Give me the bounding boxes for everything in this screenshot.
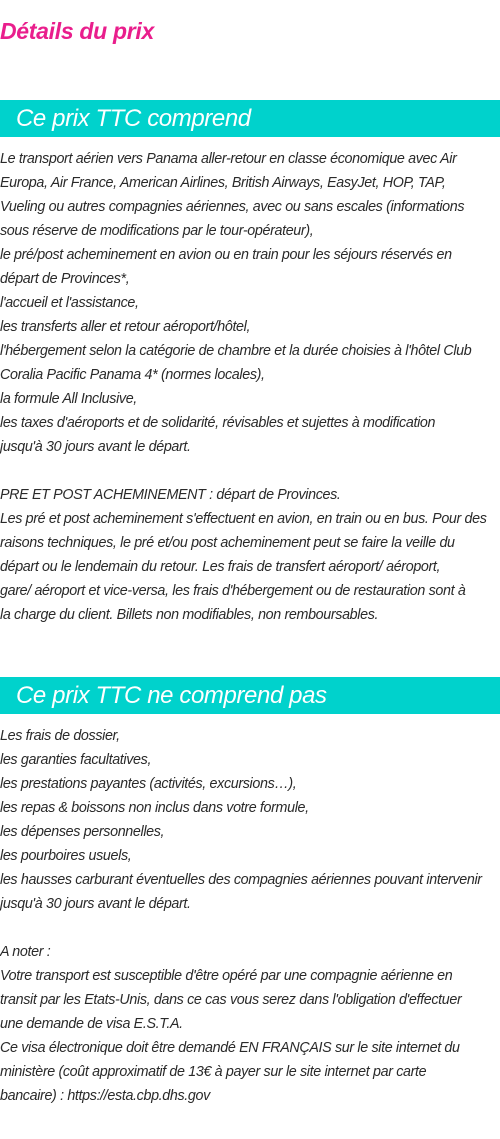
included-line: l'hébergement selon la catégorie de chambre et la durée choisies à l'hôtel Club xyxy=(0,343,472,359)
page-title: Détails du prix xyxy=(0,18,154,44)
included-line: sous réserve de modifications par le tour-opérateur), xyxy=(0,223,314,239)
note-line: une demande de visa E.S.T.A. xyxy=(0,1016,183,1032)
excluded-line: les hausses carburant éventuelles des compagnies aériennes pouvant intervenir xyxy=(0,872,482,888)
excluded-line: jusqu'à 30 jours avant le départ. xyxy=(0,896,191,912)
included-line: jusqu'à 30 jours avant le départ. xyxy=(0,439,191,455)
note-line: ministère (coût approximatif de 13€ à payer sur le site internet par carte xyxy=(0,1064,427,1080)
blank-line xyxy=(0,916,500,940)
included-line: Vueling ou autres compagnies aériennes, avec ou sans escales (informations xyxy=(0,199,465,215)
excluded-line: les pourboires usuels, xyxy=(0,848,132,864)
included-line: les taxes d'aéroports et de solidarité, révisables et sujettes à modification xyxy=(0,415,436,431)
included-line: l'accueil et l'assistance, xyxy=(0,295,139,311)
excluded-line: les prestations payantes (activités, excursions…), xyxy=(0,776,297,792)
included-line: les transferts aller et retour aéroport/hôtel, xyxy=(0,319,251,335)
excluded-details xyxy=(0,724,500,1108)
included-line: départ de Provinces*, xyxy=(0,271,130,287)
note-line: Votre transport est susceptible d'être opéré par une compagnie aérienne en xyxy=(0,968,453,984)
included-section-header xyxy=(0,100,500,137)
excluded-line: les garanties facultatives, xyxy=(0,752,152,768)
included-line: Le transport aérien vers Panama aller-retour en classe économique avec Air xyxy=(0,151,457,167)
note-line: transit par les Etats-Unis, dans ce cas vous serez dans l'obligation d'effectuer xyxy=(0,992,462,1008)
excluded-line: Les frais de dossier, xyxy=(0,728,120,744)
esta-link-line: bancaire) : https://esta.cbp.dhs.gov xyxy=(0,1088,210,1104)
included-line: gare/ aéroport et vice-versa, les frais d'hébergement ou de restauration sont à xyxy=(0,583,466,599)
note-heading: A noter : xyxy=(0,944,51,960)
included-line: Europa, Air France, American Airlines, British Airways, EasyJet, HOP, TAP, xyxy=(0,175,446,191)
excluded-line: les dépenses personnelles, xyxy=(0,824,165,840)
included-line: la formule All Inclusive, xyxy=(0,391,137,407)
included-line: Les pré et post acheminement s'effectuent en avion, en train ou en bus. Pour des xyxy=(0,511,487,527)
included-line: raisons techniques, le pré et/ou post acheminement peut se faire la veille du xyxy=(0,535,455,551)
included-line: le pré/post acheminement en avion ou en train pour les séjours réservés en xyxy=(0,247,452,263)
included-line: PRE ET POST ACHEMINEMENT : départ de Provinces. xyxy=(0,487,341,503)
included-heading: Ce prix TTC comprend xyxy=(16,105,251,132)
excluded-heading: Ce prix TTC ne comprend pas xyxy=(16,682,327,709)
included-line: départ ou le lendemain du retour. Les frais de transfert aéroport/ aéroport, xyxy=(0,559,441,575)
included-details xyxy=(0,147,500,627)
blank-line xyxy=(0,459,500,483)
excluded-section-header xyxy=(0,677,500,714)
included-line: la charge du client. Billets non modifiables, non remboursables. xyxy=(0,607,379,623)
excluded-line: les repas & boissons non inclus dans votre formule, xyxy=(0,800,309,816)
note-line: Ce visa électronique doit être demandé EN FRANÇAIS sur le site internet du xyxy=(0,1040,460,1056)
included-line: Coralia Pacific Panama 4* (normes locales), xyxy=(0,367,265,383)
